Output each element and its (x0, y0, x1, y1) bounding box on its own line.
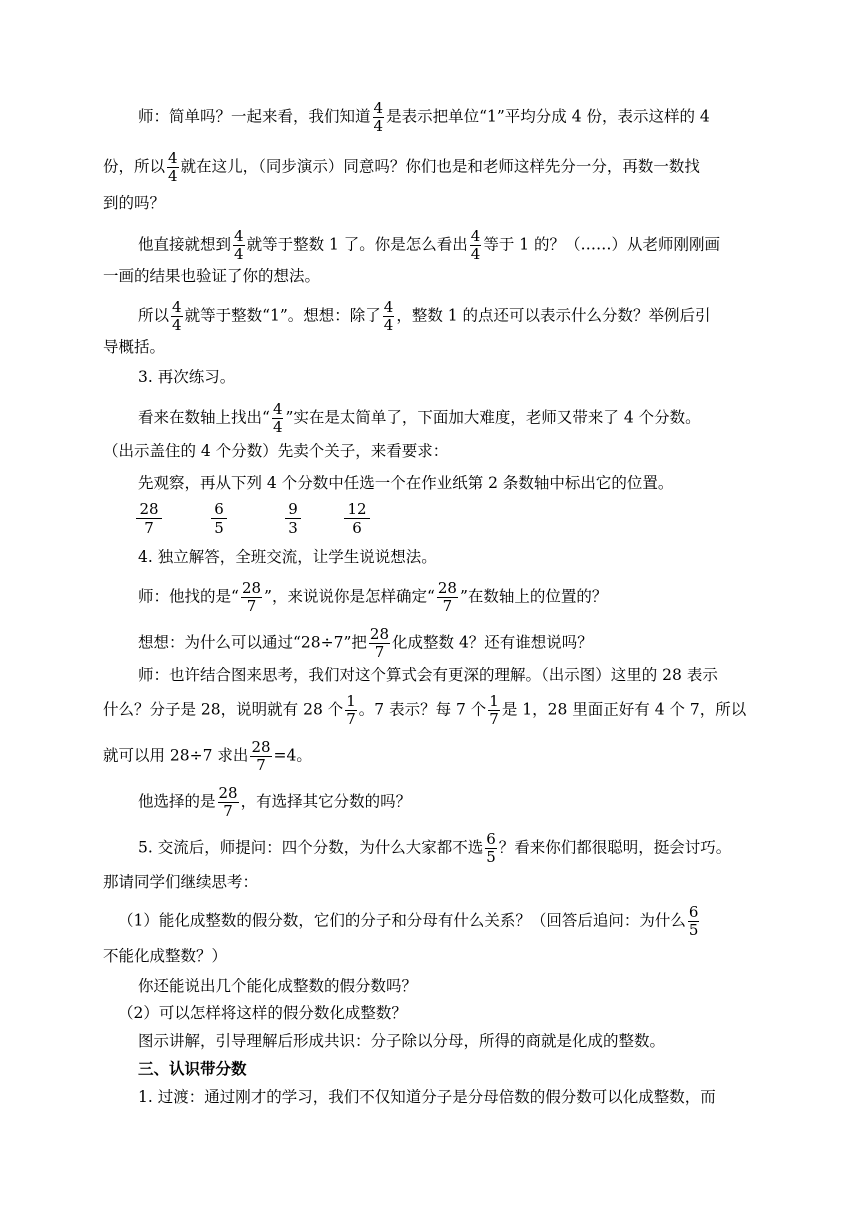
fraction: $\frac{4}{4}$ (470, 227, 481, 263)
fraction: $\frac{6}{5}$ (486, 830, 496, 866)
fraction: $\frac{28}{7}$ (437, 579, 457, 615)
paragraph-line: 你还能说出几个能化成整数的假分数吗？ (138, 977, 418, 995)
paragraph-line: 就可以用 28÷7 求出 $\frac{28}{7}$ =4。 (103, 738, 312, 774)
fraction: $\frac{4}{4}$ (172, 298, 182, 334)
paragraph-line: 他选择的是 $\frac{28}{7}$ ，有选择其它分数的吗？ (138, 784, 412, 820)
paragraph-line: 4. 独立解答，全班交流，让学生说说想法。 (138, 548, 437, 566)
paragraph-line: （出示盖住的 4 个分数）先卖个关子，来看要求： (103, 442, 449, 460)
paragraph-line: 图示讲解，引导理解后形成共识：分子除以分母，所得的商就是化成的整数。 (138, 1032, 666, 1050)
fraction-option: 6 5 (211, 500, 227, 537)
paragraph-line: 那请同学们继续思考： (103, 873, 259, 891)
paragraph-line: 想想：为什么可以通过“28÷7”把 $\frac{28}{7}$ 化成整数 4？还有谁想说吗？ (138, 625, 593, 661)
paragraph-line: 5. 交流后，师提问：四个分数，为什么大家都不选 $\frac{6}{5}$ ？看来你们都很聪明，挺会讨巧。 (138, 830, 732, 866)
fraction: $\frac{28}{7}$ (369, 625, 390, 661)
paragraph-line: 不能化成整数？） (103, 947, 228, 965)
fraction: $\frac{6}{5}$ (688, 903, 699, 939)
paragraph-line: （2）可以怎样将这样的假分数化成整数？ (118, 1004, 407, 1022)
fraction: $\frac{4}{4}$ (272, 400, 283, 436)
paragraph-line: 到的吗？ (103, 194, 166, 212)
paragraph-line: 他直接就想到 $\frac{4}{4}$ 就等于整数 1 了。你是怎么看出 $\frac{4}{4}$ 等于 1 的？（……）从老师刚刚画 (138, 227, 721, 263)
paragraph-line: 一画的结果也验证了你的想法。 (103, 267, 321, 285)
fraction: $\frac{1}{7}$ (346, 692, 356, 728)
fraction: $\frac{4}{4}$ (234, 227, 244, 263)
paragraph-line: 什么？分子是 28，说明就有 28 个 $\frac{1}{7}$ 。7 表示？每 7 个 $\frac{1}{7}$ 是 1，28 里面正好有 4 个 7，所以 (103, 692, 747, 728)
section-heading: 三、认识带分数 (138, 1059, 247, 1078)
paragraph-line: 师：也许结合图来思考，我们对这个算式会有更深的理解。（出示图）这里的 28 表示 (138, 666, 718, 684)
fraction-option: 12 6 (344, 500, 370, 537)
fraction: $\frac{4}{4}$ (383, 298, 394, 334)
paragraph-line: 师：他找的是“ $\frac{28}{7}$ ”，来说说你是怎样确定“ $\frac{28}{7}$ ”在数轴上的位置的？ (138, 579, 608, 615)
fraction-option: 28 7 (136, 500, 162, 537)
paragraph-line: 份，所以 $\frac{4}{4}$ 就在这儿，（同步演示）同意吗？你们也是和老师这样先分一分，再数一数找 (103, 149, 700, 185)
paragraph-line: 导概括。 (103, 338, 166, 356)
fraction: $\frac{28}{7}$ (218, 784, 238, 820)
paragraph-line: 师：简单吗？一起来看，我们知道 $\frac{4}{4}$ 是表示把单位“1”平均分成 4 份，表示这样的 4 (138, 99, 710, 135)
fraction-option: 9 3 (285, 500, 301, 537)
fraction: $\frac{28}{7}$ (251, 738, 271, 774)
fraction: $\frac{4}{4}$ (168, 149, 178, 185)
paragraph-line: 3. 再次练习。 (138, 368, 236, 386)
paragraph-line: 看来在数轴上找出“ $\frac{4}{4}$ ”实在是太简单了，下面加大难度，老师又带来了 4 个分数。 (138, 400, 701, 436)
fraction: $\frac{4}{4}$ (373, 99, 384, 135)
paragraph-line: （1）能化成整数的假分数，它们的分子和分母有什么关系？（回答后追问：为什么 $\frac{6}{5}$ (118, 903, 699, 939)
fraction: $\frac{1}{7}$ (489, 692, 499, 728)
paragraph-line: 1. 过渡：通过刚才的学习，我们不仅知道分子是分母倍数的假分数可以化成整数，而 (138, 1088, 716, 1106)
paragraph-line: 所以 $\frac{4}{4}$ 就等于整数“1”。想想：除了 $\frac{4}{4}$ ，整数 1 的点还可以表示什么分数？举例后引 (138, 298, 711, 334)
paragraph-line: 先观察，再从下列 4 个分数中任选一个在作业纸第 2 条数轴中标出它的位置。 (138, 474, 674, 492)
fraction: $\frac{28}{7}$ (241, 579, 262, 615)
